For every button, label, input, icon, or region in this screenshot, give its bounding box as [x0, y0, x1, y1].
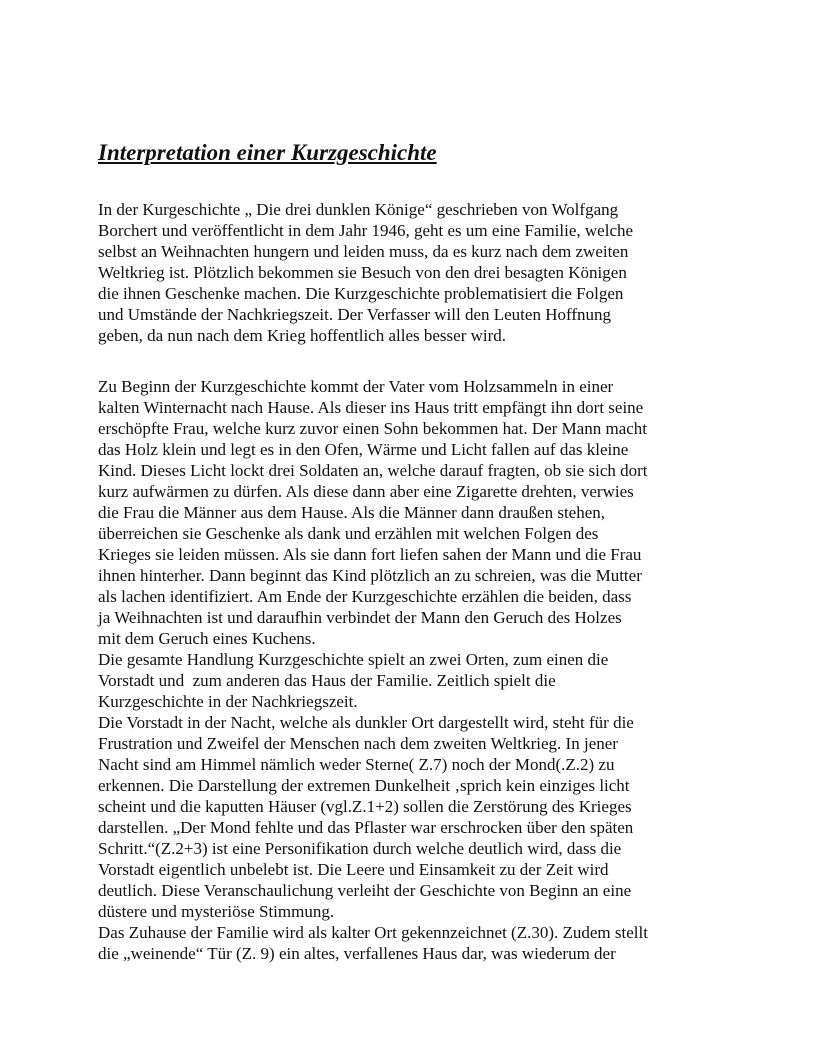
paragraph-body — [98, 376, 648, 964]
text-line: kalten Winternacht nach Hause. Als dieser ins Haus tritt empfängt ihn dort seine — [98, 398, 644, 417]
text-line: ja Weihnachten ist und daraufhin verbindet der Mann den Geruch des Holzes — [98, 608, 622, 627]
text-line: Die Vorstadt in der Nacht, welche als dunkler Ort dargestellt wird, steht für die — [98, 713, 634, 732]
text-line: Das Zuhause der Familie wird als kalter Ort gekennzeichnet (Z.30). Zudem stellt — [98, 923, 648, 942]
text-line: mit dem Geruch eines Kuchens. — [98, 629, 316, 648]
text-line: deutlich. Diese Veranschaulichung verleiht der Geschichte von Beginn an eine — [98, 881, 632, 900]
text-line: die ihnen Geschenke machen. Die Kurzgeschichte problematisiert die Folgen — [98, 284, 624, 303]
text-line: das Holz klein und legt es in den Ofen, Wärme und Licht fallen auf das kleine — [98, 440, 629, 459]
text-line: Vorstadt und zum anderen das Haus der Familie. Zeitlich spielt die — [98, 671, 556, 690]
text-line: selbst an Weihnachten hungern und leiden muss, da es kurz nach dem zweiten — [98, 242, 629, 261]
text-line: und Umstände der Nachkriegszeit. Der Verfasser will den Leuten Hoffnung — [98, 305, 611, 324]
text-line: erkennen. Die Darstellung der extremen Dunkelheit ‚sprich kein einziges licht — [98, 776, 630, 795]
text-line: Weltkrieg ist. Plötzlich bekommen sie Besuch von den drei besagten Königen — [98, 263, 627, 282]
text-line: Frustration und Zweifel der Menschen nach dem zweiten Weltkrieg. In jener — [98, 734, 618, 753]
text-line: Kurzgeschichte in der Nachkriegszeit. — [98, 692, 358, 711]
text-line: ihnen hinterher. Dann beginnt das Kind plötzlich an zu schreien, was die Mutter — [98, 566, 642, 585]
text-line: Krieges sie leiden müssen. Als sie dann fort liefen sahen der Mann und die Frau — [98, 545, 642, 564]
text-line: Schritt.“(Z.2+3) ist eine Personifikation durch welche deutlich wird, dass die — [98, 839, 622, 858]
text-line: erschöpfte Frau, welche kurz zuvor einen Sohn bekommen hat. Der Mann macht — [98, 419, 648, 438]
text-line: düstere und mysteriöse Stimmung. — [98, 902, 335, 921]
text-line: die Frau die Männer aus dem Hause. Als die Männer dann draußen stehen, — [98, 503, 606, 522]
text-line: geben, da nun nach dem Krieg hoffentlich alles besser wird. — [98, 326, 507, 345]
text-line: Zu Beginn der Kurzgeschichte kommt der Vater vom Holzsammeln in einer — [98, 377, 614, 396]
text-line: Die gesamte Handlung Kurzgeschichte spielt an zwei Orten, zum einen die — [98, 650, 609, 669]
text-line: Borchert und veröffentlicht in dem Jahr 1946, geht es um eine Familie, welche — [98, 221, 634, 240]
text-line: scheint und die kaputten Häuser (vgl.Z.1+2) sollen die Zerstörung des Krieges — [98, 797, 632, 816]
text-line: die „weinende“ Tür (Z. 9) ein altes, verfallenes Haus dar, was wiederum der — [98, 944, 616, 963]
text-line: als lachen identifiziert. Am Ende der Kurzgeschichte erzählen die beiden, dass — [98, 587, 632, 606]
text-line: darstellen. „Der Mond fehlte und das Pflaster war erschrocken über den späten — [98, 818, 634, 837]
document-title: Interpretation einer Kurzgeschichte — [98, 140, 437, 165]
text-line: Nacht sind am Himmel nämlich weder Sterne( Z.7) noch der Mond(.Z.2) zu — [98, 755, 615, 774]
text-line: überreichen sie Geschenke als dank und erzählen mit welchen Folgen des — [98, 524, 599, 543]
text-line: kurz aufwärmen zu dürfen. Als diese dann aber eine Zigarette drehten, verwies — [98, 482, 634, 501]
text-line: In der Kurgeschichte „ Die drei dunklen Könige“ geschrieben von Wolfgang — [98, 200, 619, 219]
text-line: Kind. Dieses Licht lockt drei Soldaten an, welche darauf fragten, ob sie sich dort — [98, 461, 648, 480]
paragraph-introduction — [98, 199, 633, 346]
text-line: Vorstadt eigentlich unbelebt ist. Die Leere und Einsamkeit zu der Zeit wird — [98, 860, 609, 879]
